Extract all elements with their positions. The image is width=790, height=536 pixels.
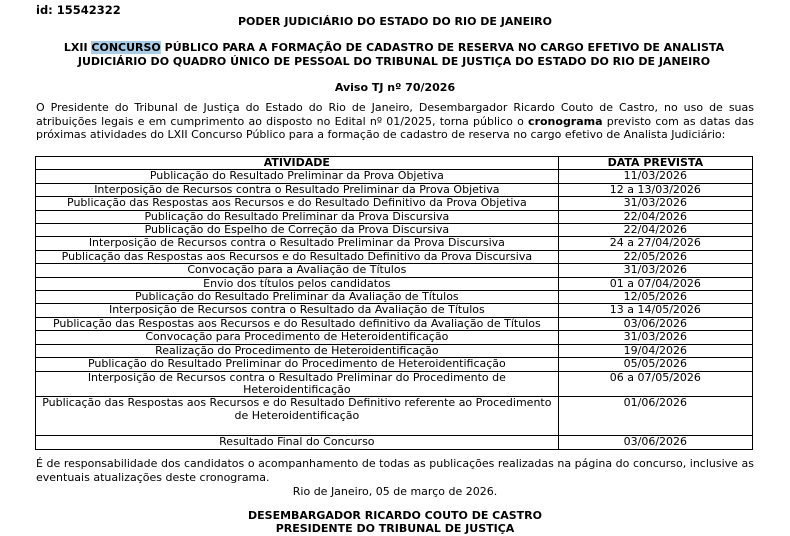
date-cell: 05/05/2026	[558, 358, 752, 371]
activity-cell: Realização do Procedimento de Heteroidentificação	[36, 344, 559, 357]
activity-cell: Convocação para Procedimento de Heteroidentificação	[36, 331, 559, 344]
date-cell: 19/04/2026	[558, 344, 752, 357]
date-cell: 13 a 14/05/2026	[558, 304, 752, 317]
table-row	[36, 170, 753, 183]
schedule-table-body	[36, 170, 753, 449]
date-cell: 24 a 27/04/2026	[558, 237, 752, 250]
column-header-date: DATA PREVISTA	[558, 157, 752, 170]
table-row	[36, 210, 753, 223]
date-cell: 31/03/2026	[558, 331, 752, 344]
table-row	[36, 291, 753, 304]
table-row	[36, 331, 753, 344]
date-cell: 12/05/2026	[558, 291, 752, 304]
table-row	[36, 358, 753, 371]
intro-bold-term: cronograma	[528, 114, 603, 128]
place-and-date: Rio de Janeiro, 05 de março de 2026.	[292, 485, 498, 498]
activity-cell: Convocação para a Avaliação de Títulos	[36, 264, 559, 277]
table-row	[36, 277, 753, 290]
table-row	[36, 397, 753, 436]
table-row	[36, 264, 753, 277]
schedule-table	[35, 156, 753, 450]
intro-text-end: previsto com as datas das próximas atividades do LXII Concurso Público para a formação de cadastro de reserva no cargo efetivo de Analista Judiciário:	[36, 114, 754, 141]
table-header-row	[36, 157, 753, 170]
table-row	[36, 304, 753, 317]
table-row	[36, 436, 753, 449]
activity-cell: Envio dos títulos pelos candidatos	[36, 277, 559, 290]
activity-cell: Publicação do Espelho de Correção da Prova Discursiva	[36, 224, 559, 237]
date-cell: 03/06/2026	[558, 436, 752, 449]
signatory-role: PRESIDENTE DO TRIBUNAL DE JUSTIÇA	[275, 522, 515, 535]
table-row	[36, 183, 753, 196]
date-cell: 22/04/2026	[558, 224, 752, 237]
contest-title	[34, 41, 754, 68]
date-cell: 03/06/2026	[558, 317, 752, 330]
date-cell: 22/05/2026	[558, 250, 752, 263]
selected-text-highlight[interactable]: CONCURSO	[91, 41, 161, 54]
activity-cell: Publicação do Resultado Preliminar do Procedimento de Heteroidentificação	[36, 358, 559, 371]
activity-cell: Interposição de Recursos contra o Resultado Preliminar do Procedimento de Heteroidentificação	[36, 371, 559, 397]
closing-paragraph: É de responsabilidade dos candidatos o acompanhamento de todas as publicações realizadas na página do concurso, inclusive as eventuais atualizações deste cronograma.	[36, 457, 754, 484]
activity-cell: Publicação das Respostas aos Recursos e do Resultado definitivo da Avaliação de Títulos	[36, 317, 559, 330]
activity-cell: Resultado Final do Concurso	[36, 436, 559, 449]
activity-cell: Publicação das Respostas aos Recursos e do Resultado Definitivo da Prova Discursiva	[36, 250, 559, 263]
organization-header: PODER JUDICIÁRIO DO ESTADO DO RIO DE JANEIRO	[237, 15, 553, 28]
activity-cell: Publicação das Respostas aos Recursos e do Resultado Definitivo referente ao Procedimento de Heteroidentificação	[36, 397, 559, 436]
signatory-name: DESEMBARGADOR RICARDO COUTO DE CASTRO	[248, 509, 542, 522]
table-row	[36, 237, 753, 250]
document-id: id: 15542322	[36, 3, 121, 17]
date-cell: 01 a 07/04/2026	[558, 277, 752, 290]
date-cell: 31/03/2026	[558, 197, 752, 210]
activity-cell: Publicação do Resultado Preliminar da Avaliação de Títulos	[36, 291, 559, 304]
title-line2: JUDICIÁRIO DO QUADRO ÚNICO DE PESSOAL DO TRIBUNAL DE JUSTIÇA DO ESTADO DO RIO DE JANEIRO	[77, 54, 711, 68]
activity-cell: Publicação do Resultado Preliminar da Prova Objetiva	[36, 170, 559, 183]
activity-cell: Publicação do Resultado Preliminar da Prova Discursiva	[36, 210, 559, 223]
date-cell: 31/03/2026	[558, 264, 752, 277]
table-row	[36, 344, 753, 357]
table-row	[36, 250, 753, 263]
table-row	[36, 317, 753, 330]
date-cell: 06 a 07/05/2026	[558, 371, 752, 397]
date-cell: 22/04/2026	[558, 210, 752, 223]
column-header-activity: ATIVIDADE	[36, 157, 559, 170]
table-row	[36, 224, 753, 237]
intro-text-start: O Presidente do Tribunal de Justiça do Estado do Rio de Janeiro, Desembargador Ricardo Couto de Castro, no uso de suas atribuições legais e em cumprimento ao disposto no Edital nº 01/2025, torna público o	[36, 101, 754, 128]
date-cell: 11/03/2026	[558, 170, 752, 183]
table-row	[36, 197, 753, 210]
activity-cell: Interposição de Recursos contra o Resultado Preliminar da Prova Objetiva	[36, 183, 559, 196]
activity-cell: Publicação das Respostas aos Recursos e do Resultado Definitivo da Prova Objetiva	[36, 197, 559, 210]
date-cell: 12 a 13/03/2026	[558, 183, 752, 196]
activity-cell: Interposição de Recursos contra o Resultado Preliminar da Prova Discursiva	[36, 237, 559, 250]
activity-cell: Interposição de Recursos contra o Resultado da Avaliação de Títulos	[36, 304, 559, 317]
notice-number: Aviso TJ nº 70/2026	[334, 81, 456, 94]
date-cell: 01/06/2026	[558, 397, 752, 436]
signature-block	[0, 509, 790, 535]
title-prefix: LXII	[63, 41, 92, 54]
intro-paragraph	[36, 101, 754, 142]
table-row	[36, 371, 753, 397]
title-line1-rest: PÚBLICO PARA A FORMAÇÃO DE CADASTRO DE RESERVA NO CARGO EFETIVO DE ANALISTA	[160, 41, 725, 54]
